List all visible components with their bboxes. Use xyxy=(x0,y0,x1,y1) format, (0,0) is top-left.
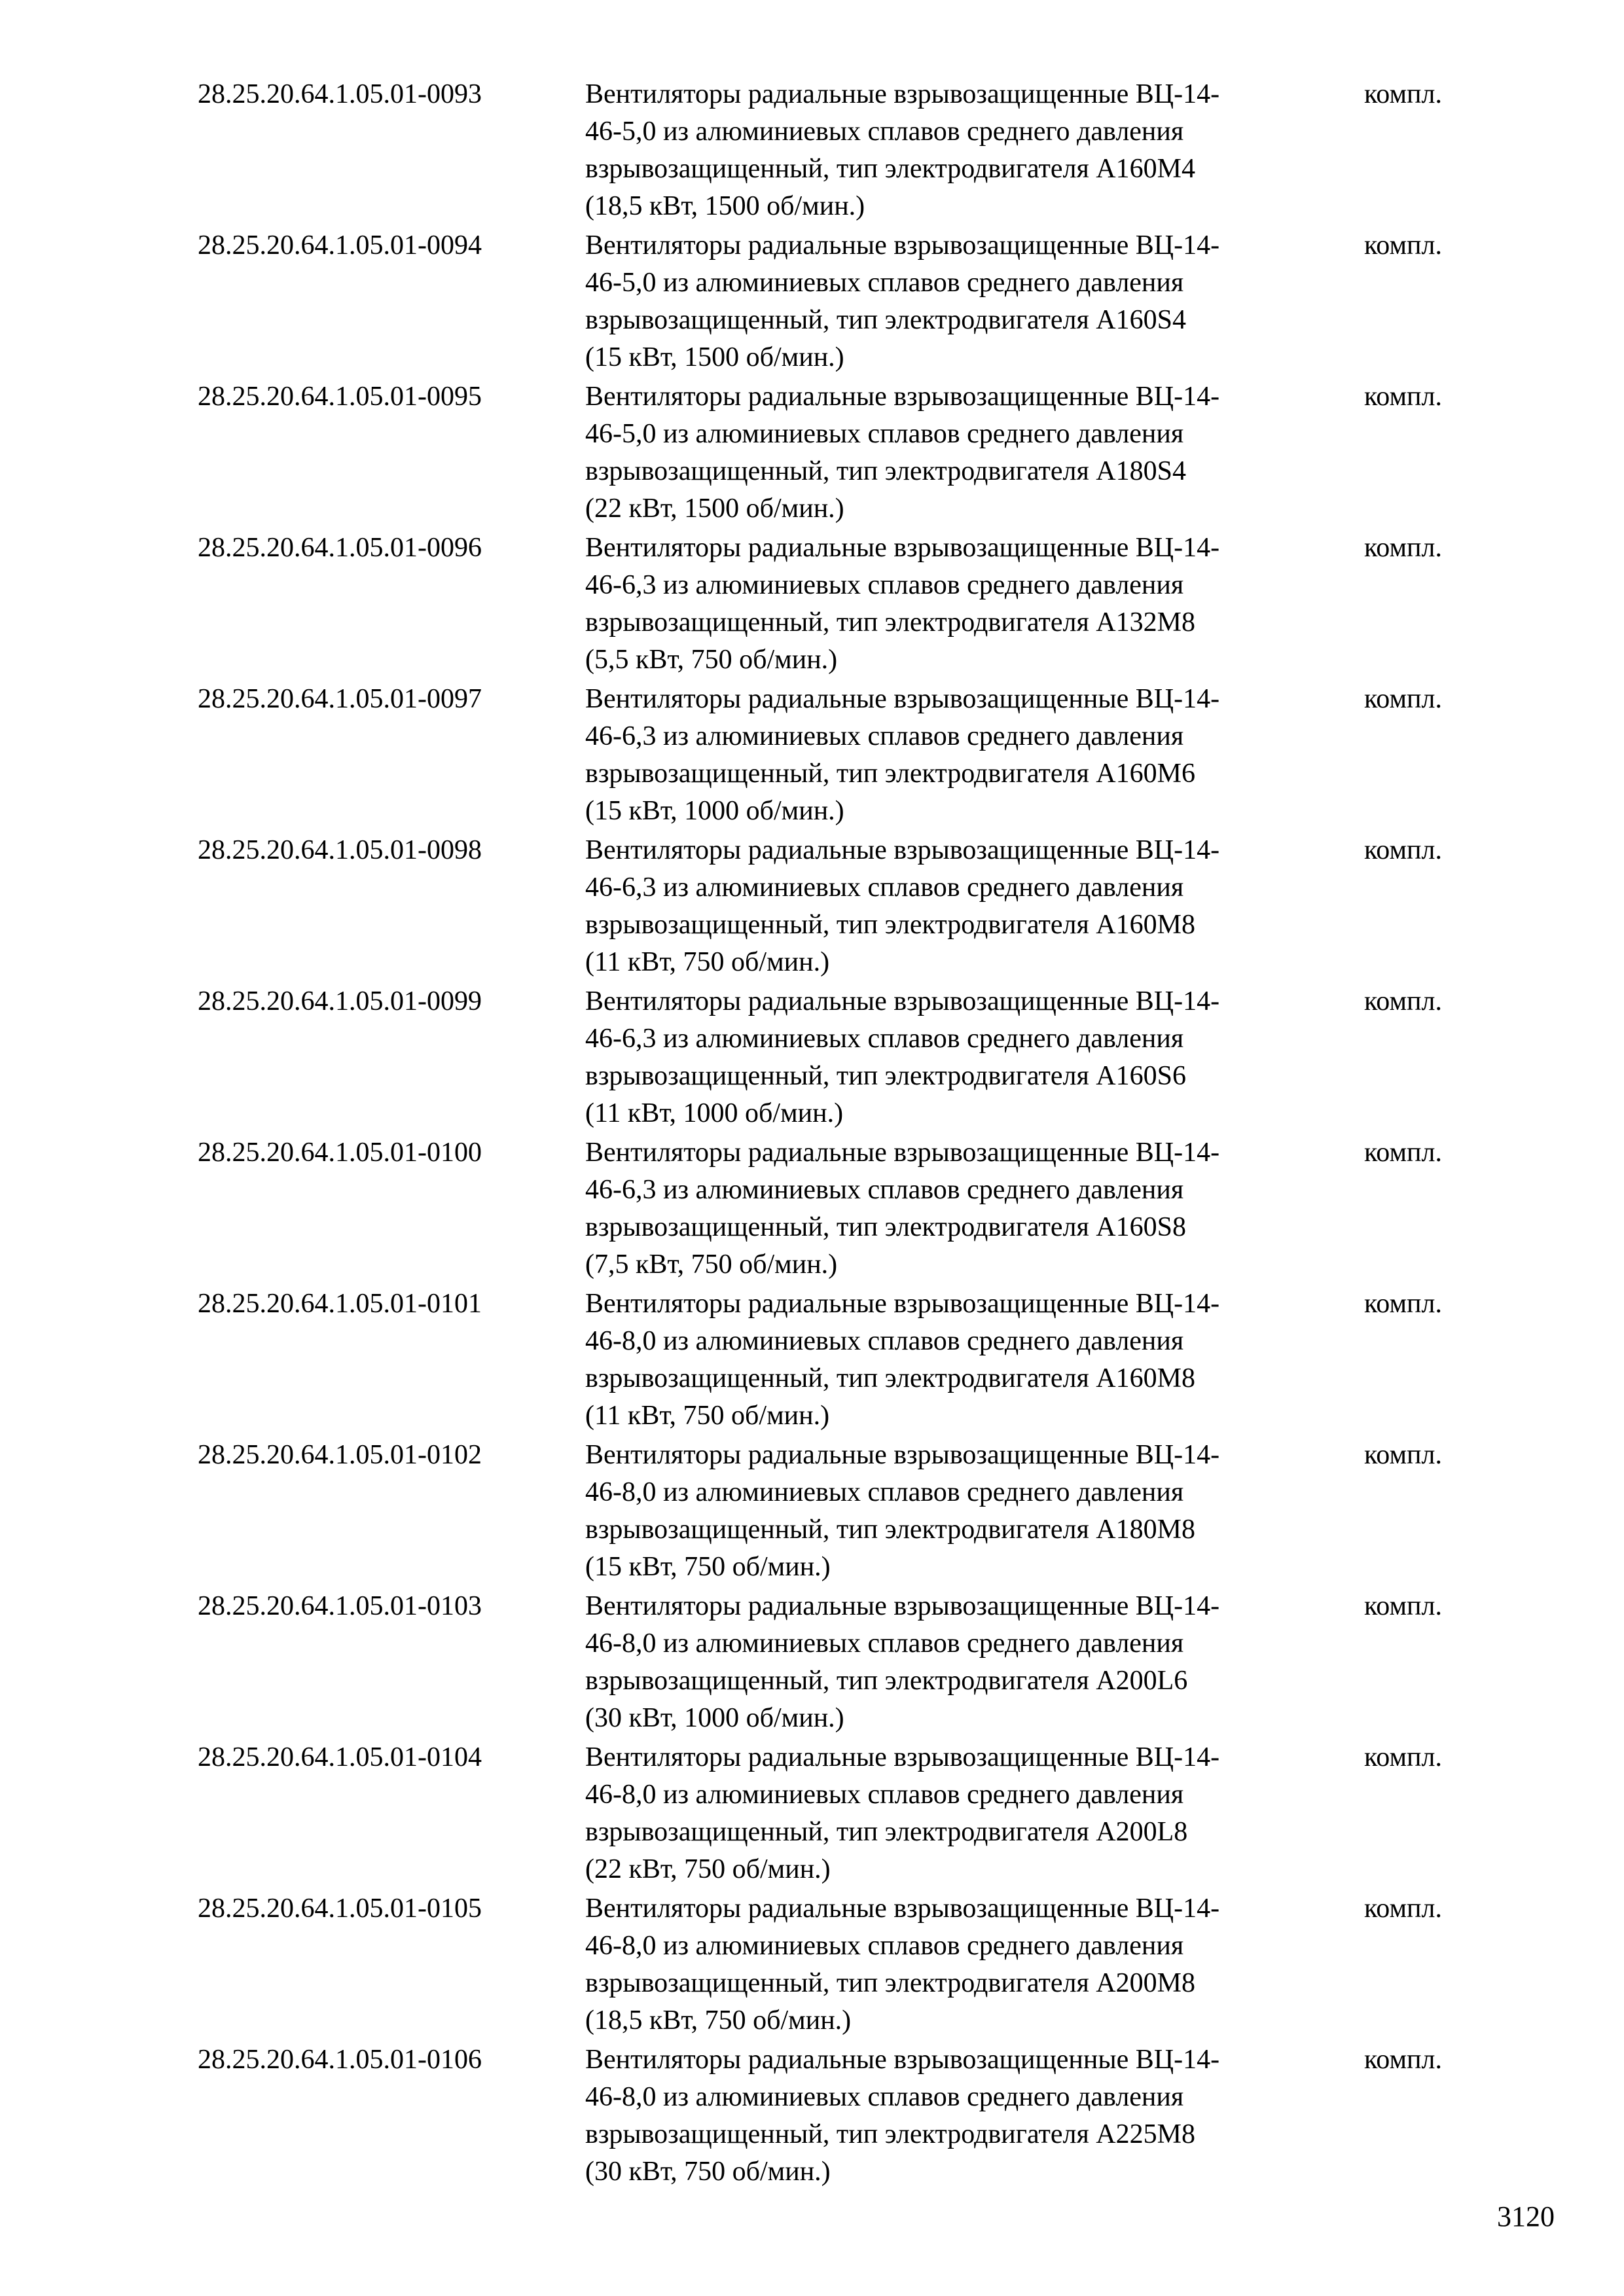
resource-code: 28.25.20.64.1.05.01-0103 xyxy=(198,1591,482,1621)
description-line: взрывозащищенный, тип электродвигателя А200М8 xyxy=(585,1968,1195,1998)
description-line: взрывозащищенный, тип электродвигателя А160S8 xyxy=(585,1212,1186,1242)
description-line: (18,5 кВт, 1500 об/мин.) xyxy=(585,191,865,221)
description-line: взрывозащищенный, тип электродвигателя А225М8 xyxy=(585,2119,1195,2149)
description-line: Вентиляторы радиальные взрывозащищенные ВЦ-14- xyxy=(585,79,1220,109)
resource-description xyxy=(585,227,1364,376)
description-line: 46-5,0 из алюминиевых сплавов среднего давления xyxy=(585,117,1184,147)
resource-description xyxy=(585,76,1364,225)
description-line: Вентиляторы радиальные взрывозащищенные ВЦ-14- xyxy=(585,684,1220,714)
description-line: Вентиляторы радиальные взрывозащищенные ВЦ-14- xyxy=(585,1289,1220,1319)
table-row xyxy=(198,681,1507,832)
table-row xyxy=(198,227,1507,378)
resource-description xyxy=(585,1134,1364,1283)
description-line: взрывозащищенный, тип электродвигателя А180S4 xyxy=(585,456,1186,486)
description-line: взрывозащищенный, тип электродвигателя А160М4 xyxy=(585,154,1195,184)
table-row xyxy=(198,2041,1507,2193)
table-row xyxy=(198,1588,1507,1739)
description-line: 46-5,0 из алюминиевых сплавов среднего давления xyxy=(585,268,1184,298)
resource-code: 28.25.20.64.1.05.01-0105 xyxy=(198,1893,482,1924)
description-line: взрывозащищенный, тип электродвигателя А160S6 xyxy=(585,1061,1186,1091)
description-line: (11 кВт, 750 об/мин.) xyxy=(585,947,830,977)
unit-of-measure: компл. xyxy=(1364,230,1442,260)
description-line: 46-6,3 из алюминиевых сплавов среднего давления xyxy=(585,721,1184,751)
table-row xyxy=(198,832,1507,983)
resource-code: 28.25.20.64.1.05.01-0097 xyxy=(198,684,482,714)
description-line: 46-8,0 из алюминиевых сплавов среднего давления xyxy=(585,1477,1184,1507)
description-line: (15 кВт, 1500 об/мин.) xyxy=(585,342,844,372)
description-line: (11 кВт, 1000 об/мин.) xyxy=(585,1098,844,1128)
description-line: Вентиляторы радиальные взрывозащищенные ВЦ-14- xyxy=(585,1440,1220,1470)
unit-of-measure: компл. xyxy=(1364,1742,1442,1772)
unit-of-measure: компл. xyxy=(1364,835,1442,865)
description-line: 46-6,3 из алюминиевых сплавов среднего давления xyxy=(585,1024,1184,1054)
resource-code: 28.25.20.64.1.05.01-0104 xyxy=(198,1742,482,1772)
page-number: 3120 xyxy=(1497,2200,1555,2233)
resource-description xyxy=(585,983,1364,1132)
unit-of-measure: компл. xyxy=(1364,533,1442,563)
resource-code: 28.25.20.64.1.05.01-0106 xyxy=(198,2045,482,2075)
resource-description xyxy=(585,1437,1364,1586)
description-line: (22 кВт, 1500 об/мин.) xyxy=(585,493,844,524)
description-line: взрывозащищенный, тип электродвигателя А180М8 xyxy=(585,1515,1195,1545)
description-line: (5,5 кВт, 750 об/мин.) xyxy=(585,645,838,675)
unit-of-measure: компл. xyxy=(1364,684,1442,714)
description-line: Вентиляторы радиальные взрывозащищенные ВЦ-14- xyxy=(585,835,1220,865)
description-line: Вентиляторы радиальные взрывозащищенные ВЦ-14- xyxy=(585,382,1220,412)
unit-of-measure: компл. xyxy=(1364,986,1442,1016)
unit-of-measure: компл. xyxy=(1364,1591,1442,1621)
unit-of-measure: компл. xyxy=(1364,1440,1442,1470)
description-line: 46-8,0 из алюминиевых сплавов среднего давления xyxy=(585,1931,1184,1961)
resource-description xyxy=(585,378,1364,528)
table-row xyxy=(198,983,1507,1134)
resource-code: 28.25.20.64.1.05.01-0096 xyxy=(198,533,482,563)
table-row xyxy=(198,1890,1507,2041)
description-line: взрывозащищенный, тип электродвигателя А160М8 xyxy=(585,910,1195,940)
resource-description xyxy=(585,832,1364,981)
description-line: Вентиляторы радиальные взрывозащищенные ВЦ-14- xyxy=(585,533,1220,563)
resource-code: 28.25.20.64.1.05.01-0102 xyxy=(198,1440,482,1470)
description-line: 46-6,3 из алюминиевых сплавов среднего давления xyxy=(585,872,1184,903)
table-row xyxy=(198,1134,1507,1285)
description-line: (30 кВт, 1000 об/мин.) xyxy=(585,1703,844,1733)
description-line: (15 кВт, 1000 об/мин.) xyxy=(585,796,844,826)
resource-code: 28.25.20.64.1.05.01-0101 xyxy=(198,1289,482,1319)
description-line: 46-8,0 из алюминиевых сплавов среднего давления xyxy=(585,2082,1184,2112)
description-line: Вентиляторы радиальные взрывозащищенные ВЦ-14- xyxy=(585,230,1220,260)
description-line: взрывозащищенный, тип электродвигателя А200L8 xyxy=(585,1817,1188,1847)
resource-description xyxy=(585,2041,1364,2191)
unit-of-measure: компл. xyxy=(1364,79,1442,109)
description-line: Вентиляторы радиальные взрывозащищенные ВЦ-14- xyxy=(585,2045,1220,2075)
table-row xyxy=(198,1285,1507,1437)
description-line: (22 кВт, 750 об/мин.) xyxy=(585,1854,831,1884)
resource-description xyxy=(585,1739,1364,1888)
resource-description xyxy=(585,1588,1364,1737)
description-line: взрывозащищенный, тип электродвигателя А160М8 xyxy=(585,1363,1195,1393)
description-line: (11 кВт, 750 об/мин.) xyxy=(585,1401,830,1431)
description-line: 46-8,0 из алюминиевых сплавов среднего давления xyxy=(585,1326,1184,1356)
description-line: (7,5 кВт, 750 об/мин.) xyxy=(585,1249,838,1280)
description-line: (30 кВт, 750 об/мин.) xyxy=(585,2157,831,2187)
resource-description xyxy=(585,1890,1364,2039)
unit-of-measure: компл. xyxy=(1364,1138,1442,1168)
description-line: Вентиляторы радиальные взрывозащищенные ВЦ-14- xyxy=(585,1893,1220,1924)
description-line: взрывозащищенный, тип электродвигателя А160М6 xyxy=(585,759,1195,789)
description-line: 46-6,3 из алюминиевых сплавов среднего давления xyxy=(585,1175,1184,1205)
resource-description xyxy=(585,681,1364,830)
unit-of-measure: компл. xyxy=(1364,382,1442,412)
table-row xyxy=(198,378,1507,529)
description-line: 46-6,3 из алюминиевых сплавов среднего давления xyxy=(585,570,1184,600)
resource-description xyxy=(585,529,1364,679)
table-row xyxy=(198,1437,1507,1588)
table-row xyxy=(198,529,1507,681)
description-line: Вентиляторы радиальные взрывозащищенные ВЦ-14- xyxy=(585,1591,1220,1621)
description-line: (15 кВт, 750 об/мин.) xyxy=(585,1552,831,1582)
table-row xyxy=(198,76,1507,227)
description-line: взрывозащищенный, тип электродвигателя А200L6 xyxy=(585,1666,1188,1696)
description-line: 46-5,0 из алюминиевых сплавов среднего давления xyxy=(585,419,1184,449)
unit-of-measure: компл. xyxy=(1364,2045,1442,2075)
description-line: Вентиляторы радиальные взрывозащищенные ВЦ-14- xyxy=(585,1742,1220,1772)
table-row xyxy=(198,1739,1507,1890)
description-line: 46-8,0 из алюминиевых сплавов среднего давления xyxy=(585,1628,1184,1659)
resource-code: 28.25.20.64.1.05.01-0099 xyxy=(198,986,482,1016)
unit-of-measure: компл. xyxy=(1364,1289,1442,1319)
resource-code: 28.25.20.64.1.05.01-0093 xyxy=(198,79,482,109)
resource-code: 28.25.20.64.1.05.01-0095 xyxy=(198,382,482,412)
resource-code: 28.25.20.64.1.05.01-0094 xyxy=(198,230,482,260)
description-line: взрывозащищенный, тип электродвигателя А160S4 xyxy=(585,305,1186,335)
unit-of-measure: компл. xyxy=(1364,1893,1442,1924)
resource-description xyxy=(585,1285,1364,1435)
description-line: (18,5 кВт, 750 об/мин.) xyxy=(585,2005,852,2036)
description-line: Вентиляторы радиальные взрывозащищенные ВЦ-14- xyxy=(585,986,1220,1016)
resource-table xyxy=(198,76,1507,2193)
description-line: Вентиляторы радиальные взрывозащищенные ВЦ-14- xyxy=(585,1138,1220,1168)
description-line: 46-8,0 из алюминиевых сплавов среднего давления xyxy=(585,1780,1184,1810)
resource-code: 28.25.20.64.1.05.01-0098 xyxy=(198,835,482,865)
resource-code: 28.25.20.64.1.05.01-0100 xyxy=(198,1138,482,1168)
description-line: взрывозащищенный, тип электродвигателя А132М8 xyxy=(585,607,1195,637)
